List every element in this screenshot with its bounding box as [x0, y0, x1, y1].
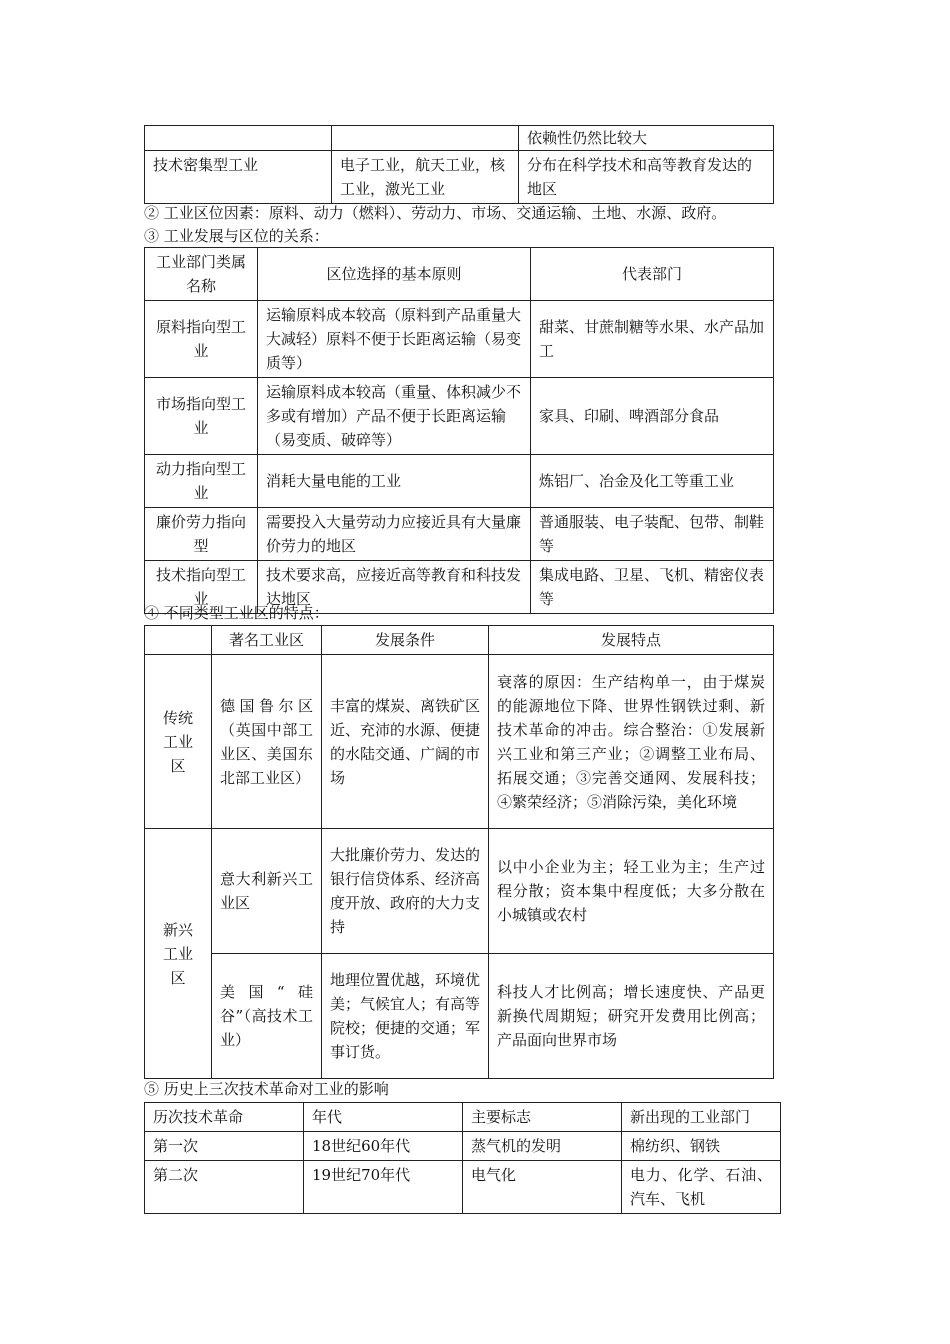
table-cell: 家具、印刷、啤酒部分食品 [531, 378, 774, 455]
header-cell: 代表部门 [531, 248, 774, 301]
header-cell: 发展条件 [322, 626, 489, 655]
header-cell [145, 626, 212, 655]
header-cell: 新出现的工业部门 [622, 1103, 781, 1132]
header-cell: 发展特点 [489, 626, 774, 655]
development-location-heading: ③ 工业发展与区位的关系： [144, 227, 329, 245]
header-cell: 工业部门类属名称 [145, 248, 258, 301]
table-cell: 电力、化学、石油、汽车、飞机 [622, 1161, 781, 1214]
table-cell: 集成电路、卫星、飞机、精密仪表等 [531, 561, 774, 614]
tech-revolution-table [144, 1102, 781, 1214]
table-cell: 依赖性仍然比较大 [519, 126, 774, 151]
table-cell: 电子工业，航天工业，核工业，激光工业 [332, 151, 519, 204]
location-orientation-table [144, 247, 774, 614]
header-cell: 区位选择的基本原则 [258, 248, 531, 301]
category-cell: 新兴工业区 [145, 829, 212, 1079]
header-cell: 年代 [304, 1103, 463, 1132]
table-cell: 技术指向型工业 [145, 561, 258, 614]
table-cell: 德国鲁尔区（英国中部工业区、美国东北部工业区） [212, 655, 322, 829]
table-cell: 动力指向型工业 [145, 455, 258, 508]
table-header-row [145, 626, 774, 655]
table-row [145, 829, 774, 954]
table-cell: 普通服装、电子装配、包带、制鞋等 [531, 508, 774, 561]
table-cell: 衰落的原因：生产结构单一，由于煤炭的能源地位下降、世界性钢铁过剩、新技术革命的冲击。综合整治：①发展新兴工业和第三产业；②调整工业布局、拓展交通；③完善交通网、发展科技；④繁荣经济；⑤消除污染，美化环境 [489, 655, 774, 829]
header-cell: 历次技术革命 [145, 1103, 304, 1132]
table-row [145, 508, 774, 561]
table-cell: 科技人才比例高；增长速度快、产品更新换代周期短；研究开发费用比例高；产品面向世界市场 [489, 954, 774, 1079]
table-row [145, 301, 774, 378]
table-cell: 运输原料成本较高（原料到产品重量大大减轻）原料不便于长距离运输（易变质等） [258, 301, 531, 378]
table-cell: 19世纪70年代 [304, 1161, 463, 1214]
table-header-row [145, 1103, 781, 1132]
table-cell: 地理位置优越，环境优美；气候宜人；有高等院校；便捷的交通；军事订货。 [322, 954, 489, 1079]
table-cell: 棉纺织、钢铁 [622, 1132, 781, 1161]
header-cell: 著名工业区 [212, 626, 322, 655]
table-cell: 廉价劳力指向型 [145, 508, 258, 561]
table-row [145, 151, 774, 204]
table-cell: 炼铝厂、冶金及化工等重工业 [531, 455, 774, 508]
table-row [145, 378, 774, 455]
industrial-zone-table [144, 625, 774, 1079]
table-cell: 电气化 [463, 1161, 622, 1214]
table-cell: 美国“硅谷”（高技术工业） [212, 954, 322, 1079]
table-cell: 以中小企业为主；轻工业为主；生产过程分散；资本集中程度低；大多分散在小城镇或农村 [489, 829, 774, 954]
table-row [145, 655, 774, 829]
table-cell [145, 126, 332, 151]
table-cell: 运输原料成本较高（重量、体积减少不多或有增加）产品不便于长距离运输（易变质、破碎等） [258, 378, 531, 455]
table-cell: 大批廉价劳力、发达的银行信贷体系、经济高度开放、政府的大力支持 [322, 829, 489, 954]
header-cell: 主要标志 [463, 1103, 622, 1132]
table-row [145, 954, 774, 1079]
table-cell: 意大利新兴工业区 [212, 829, 322, 954]
table-cell: 蒸气机的发明 [463, 1132, 622, 1161]
industry-type-table [144, 125, 774, 204]
table-cell [332, 126, 519, 151]
table-cell: 18世纪60年代 [304, 1132, 463, 1161]
tech-revolution-heading: ⑤ 历史上三次技术革命对工业的影响 [144, 1080, 389, 1098]
table-cell: 分布在科学技术和高等教育发达的地区 [519, 151, 774, 204]
location-factors-line: ② 工业区位因素：原料、动力（燃料）、劳动力、市场、交通运输、土地、水源、政府。 [144, 204, 727, 222]
table-cell: 丰富的煤炭、离铁矿区近、充沛的水源、便捷的水陆交通、广阔的市场 [322, 655, 489, 829]
table-cell: 技术要求高，应接近高等教育和科技发达地区 [258, 561, 531, 614]
table-header-row [145, 248, 774, 301]
table-cell: 消耗大量电能的工业 [258, 455, 531, 508]
table-cell: 第二次 [145, 1161, 304, 1214]
table-row [145, 1132, 781, 1161]
table-cell: 甜菜、甘蔗制糖等水果、水产品加工 [531, 301, 774, 378]
table-row [145, 455, 774, 508]
table-cell: 市场指向型工业 [145, 378, 258, 455]
table-cell: 技术密集型工业 [145, 151, 332, 204]
table-cell: 第一次 [145, 1132, 304, 1161]
table-row [145, 1161, 781, 1214]
industrial-zone-heading: ④ 不同类型工业区的特点： [144, 604, 329, 622]
category-cell: 传统工业区 [145, 655, 212, 829]
table-row [145, 126, 774, 151]
table-cell: 原料指向型工业 [145, 301, 258, 378]
table-cell: 需要投入大量劳动力应接近具有大量廉价劳力的地区 [258, 508, 531, 561]
